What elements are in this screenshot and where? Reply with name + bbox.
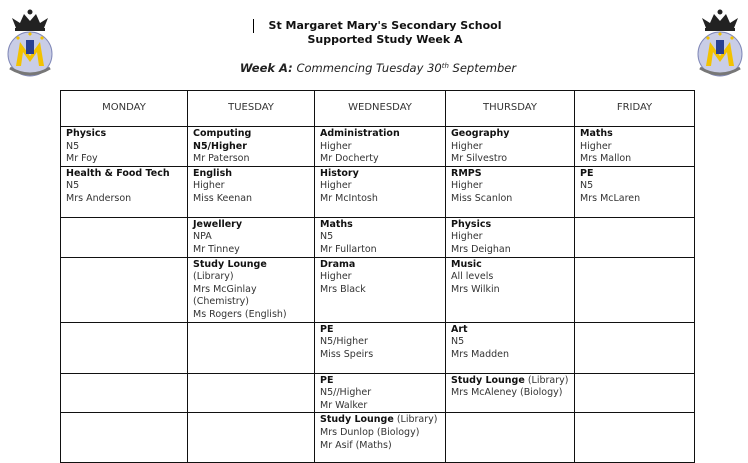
session-detail: Miss Keenan [193,192,253,204]
session-cell [315,257,446,322]
session-detail: Mr Docherty [320,153,379,165]
subject-name [193,168,309,181]
session-detail: (Chemistry) [193,296,250,308]
subject-label: PE [580,167,594,179]
subject-label: Administration [320,128,400,139]
subject-label: Physics [451,218,492,230]
session-cell [446,322,575,373]
subject-name [320,168,440,181]
session-detail: Mrs Madden [451,348,510,360]
week-label: Week A: [239,61,293,75]
subject-name [451,324,569,337]
session-detail: Higher [320,140,352,152]
subject-name [320,375,440,388]
subject-label: Jewellery [193,218,243,230]
timetable-row [61,322,695,373]
timetable-row [61,413,695,463]
session-cell [575,127,695,167]
subject-name [451,168,569,181]
empty-cell [61,373,188,413]
session-cell [315,217,446,257]
subject-label: RMPS [451,167,482,179]
session-detail: Mrs Wilkin [451,283,500,295]
empty-cell [188,413,315,463]
timetable-row [61,127,695,167]
subject-name [451,259,569,272]
document-title: Supported Study Week A [307,33,463,46]
empty-cell [575,413,695,463]
session-detail: Ms Rogers (English) [193,308,287,320]
session-cell [446,257,575,322]
subject-name [580,128,689,141]
subject-name [193,128,309,141]
session-detail: Mr Asif (Maths) [320,439,392,451]
location-note: (Library) [193,271,234,283]
subject-name [193,219,309,232]
subject-label: Physics [66,128,107,139]
session-detail: N5 [66,140,80,152]
level-label: N5/Higher [193,140,247,152]
session-detail: Higher [451,231,483,243]
day-header: TUESDAY [188,91,315,127]
empty-cell [61,257,188,322]
subject-name [451,375,569,388]
empty-cell [446,413,575,463]
subject-label: PE [320,323,334,335]
subject-label: History [320,167,359,179]
session-detail: N5 [451,336,465,348]
subject-name [451,128,569,141]
empty-cell [575,217,695,257]
session-detail: Mrs McLaren [580,192,641,204]
subject-name [320,219,440,232]
session-cell [315,373,446,413]
session-detail: All levels [451,271,494,283]
session-cell [188,127,315,167]
session-detail: Mrs Deighan [451,243,511,255]
session-cell [315,127,446,167]
subject-label: Geography [451,128,510,139]
session-detail: N5//Higher [320,387,372,399]
session-detail: Higher [320,180,352,192]
day-header: WEDNESDAY [315,91,446,127]
commencing-month: September [448,61,517,75]
subject-name [320,414,440,427]
subject-label: Maths [320,218,353,230]
session-detail: Higher [451,140,483,152]
session-detail: N5 [320,231,334,243]
empty-cell [61,413,188,463]
empty-cell [575,257,695,322]
empty-cell [61,217,188,257]
subject-label: Music [451,258,482,270]
subject-label: Study Lounge [451,374,525,386]
session-detail: Mrs McAleney (Biology) [451,387,563,399]
session-detail: Mr Paterson [193,153,250,165]
subject-label: Computing [193,128,252,139]
timetable-row [61,217,695,257]
timetable-row [61,166,695,217]
session-detail: Mrs Mallon [580,153,632,165]
session-detail: N5 [66,180,80,192]
subject-name [66,168,182,181]
subject-label: Study Lounge [193,258,267,270]
session-detail: Mr Foy [66,153,98,165]
session-detail: Mrs Dunlop (Biology) [320,426,420,438]
session-cell [188,257,315,322]
session-detail: Mrs Anderson [66,192,132,204]
session-cell [315,322,446,373]
session-detail: Higher [193,180,225,192]
day-header: FRIDAY [575,91,695,127]
day-header-row [61,91,695,127]
session-detail: Higher [451,180,483,192]
session-detail: Miss Scanlon [451,192,513,204]
empty-cell [61,322,188,373]
session-detail: Mr Fullarton [320,243,377,255]
empty-cell [188,373,315,413]
subject-name [451,219,569,232]
timetable-row [61,373,695,413]
session-detail: Mr Tinney [193,243,240,255]
subject-label: PE [320,374,334,386]
subject-label: Health & Food Tech [66,167,170,179]
session-cell [575,166,695,217]
session-cell [315,166,446,217]
session-detail: Mrs Black [320,283,366,295]
session-detail: Mrs McGinlay [193,283,257,295]
subject-label: English [193,167,232,179]
session-detail: Mr McIntosh [320,192,378,204]
session-cell [446,217,575,257]
session-cell [315,413,446,463]
session-detail: NPA [193,231,212,243]
session-detail: Higher [320,271,352,283]
subject-name [193,259,309,284]
empty-cell [575,373,695,413]
session-detail: Higher [580,140,612,152]
subject-label: Art [451,323,468,335]
empty-cell [575,322,695,373]
session-cell [188,217,315,257]
subject-name [320,324,440,337]
session-detail: Mr Silvestro [451,153,508,165]
session-detail: Miss Speirs [320,348,374,360]
session-cell [446,373,575,413]
school-name: St Margaret Mary's Secondary School [268,19,502,32]
timetable-row [61,257,695,322]
date-suffix: th [441,62,449,70]
timetable [60,90,695,463]
session-detail: N5/Higher [320,336,368,348]
day-header: MONDAY [61,91,188,127]
subject-name [320,259,440,272]
location-note: (Library) [524,374,569,386]
week-subtitle [0,61,748,75]
subject-name [320,128,440,141]
session-cell [61,127,188,167]
session-detail: Mr Walker [320,399,368,411]
empty-cell [188,322,315,373]
day-header: THURSDAY [446,91,575,127]
subject-label: Study Lounge [320,414,394,426]
session-cell [188,166,315,217]
session-cell [446,127,575,167]
commencing-text: Commencing Tuesday 30 [296,61,442,75]
subject-label: Drama [320,258,356,270]
subject-name [580,168,689,181]
subject-label: Maths [580,128,613,139]
location-note: (Library) [393,414,438,426]
session-cell [61,166,188,217]
subject-name [66,128,182,141]
session-cell [446,166,575,217]
session-detail: N5 [580,180,594,192]
